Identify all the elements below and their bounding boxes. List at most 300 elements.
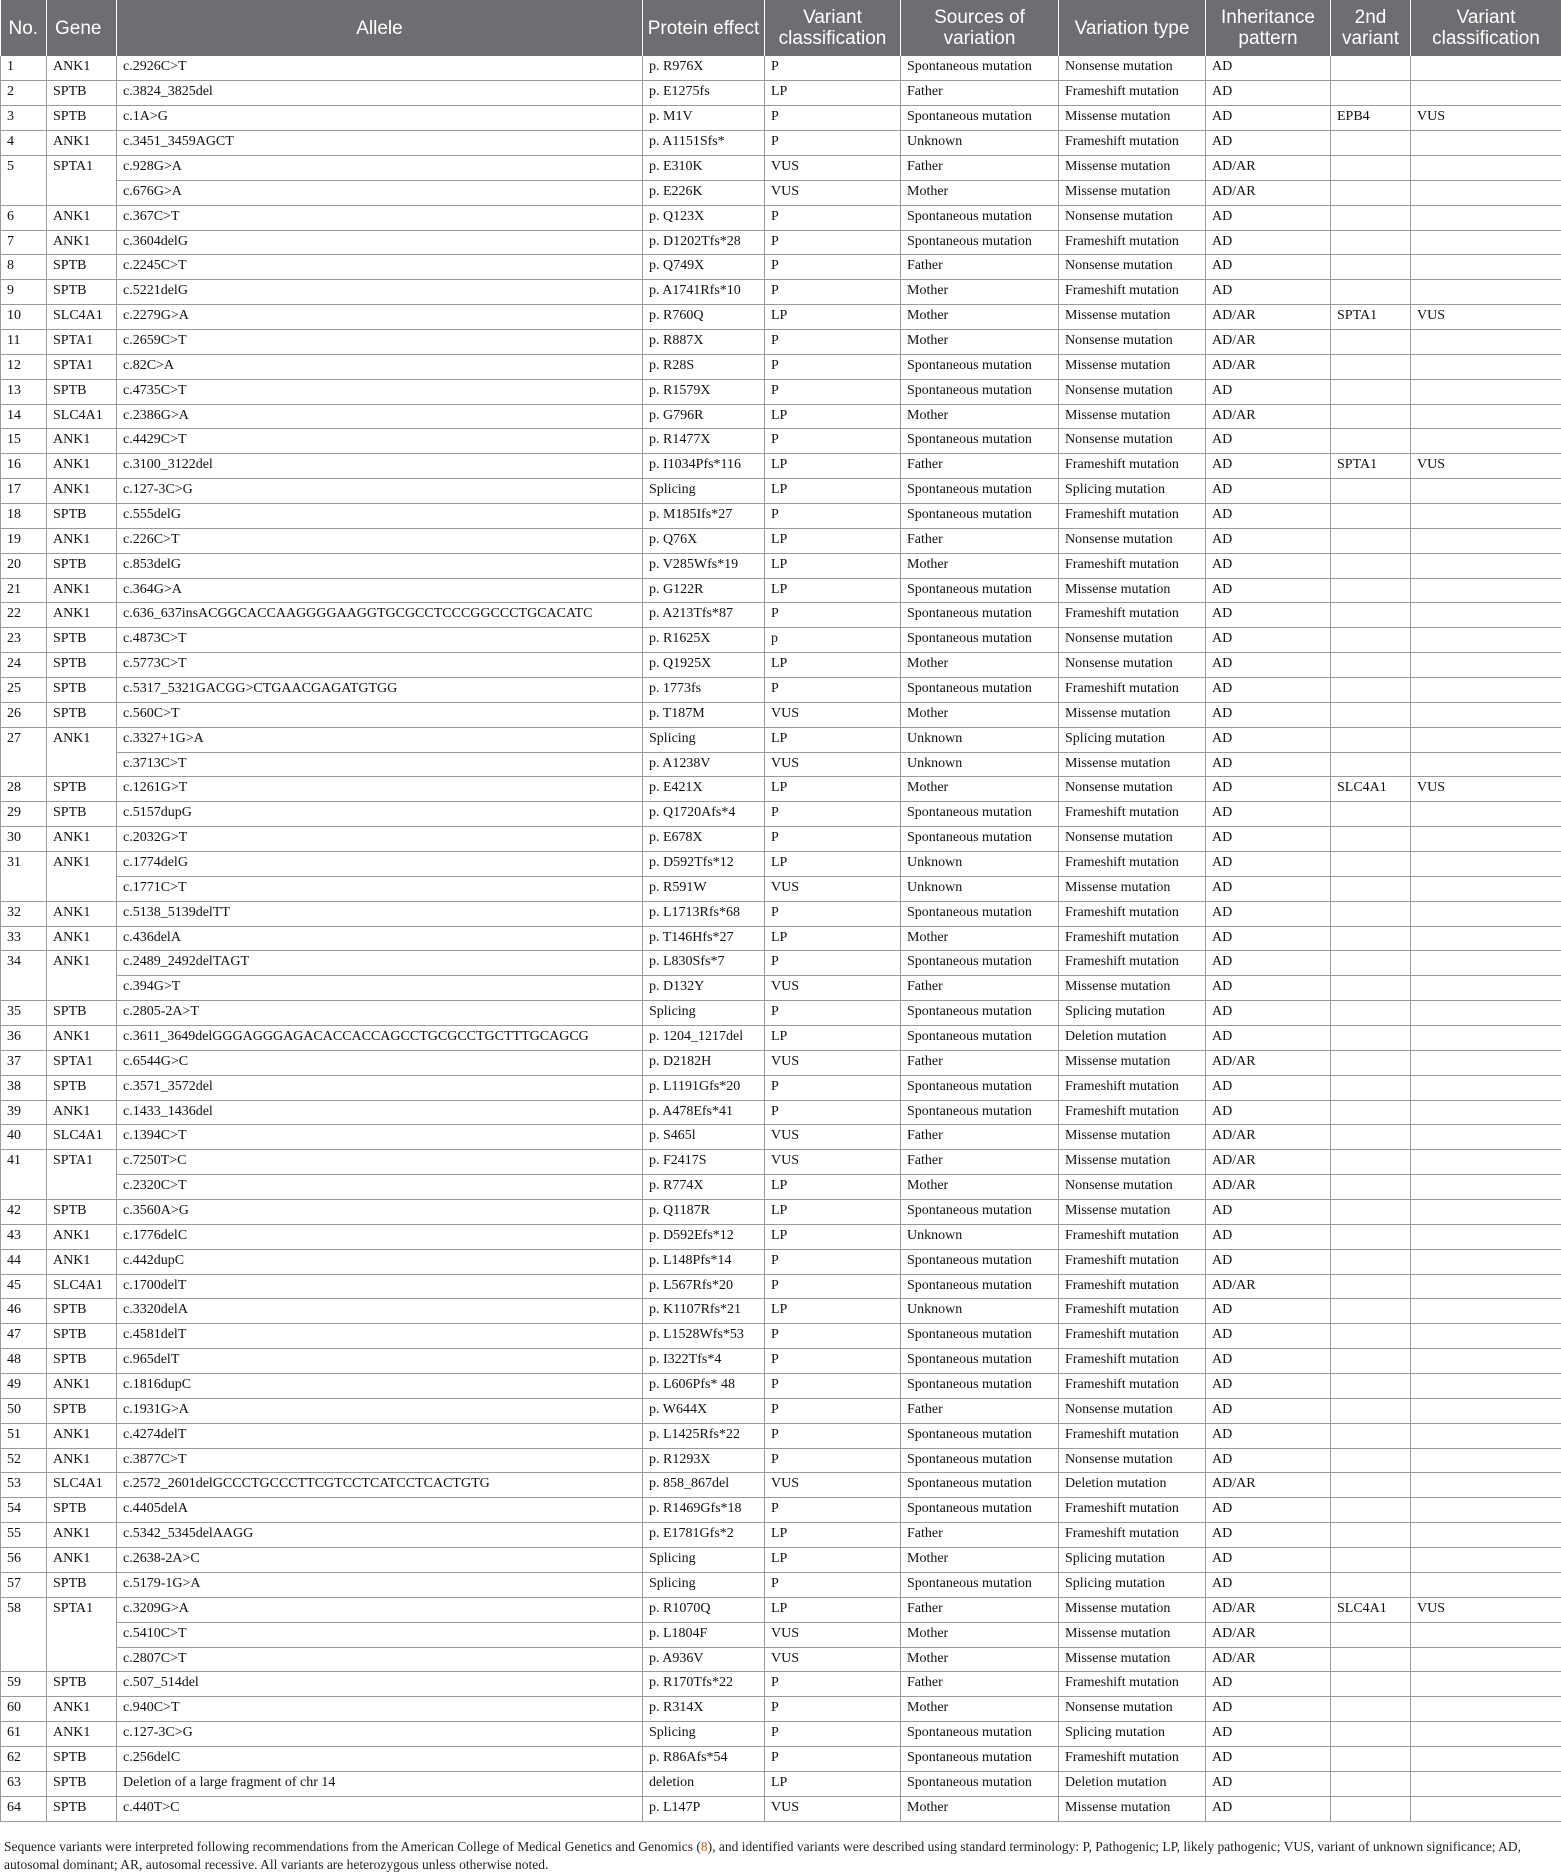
cell-gene: SPTB [47, 777, 117, 802]
cell-no [1, 180, 47, 205]
cell-protein-effect: p. Q76X [643, 528, 765, 553]
cell-source: Mother [901, 404, 1059, 429]
cell-allele: c.3560A>G [117, 1200, 643, 1225]
cell-variant-classification: LP [765, 852, 901, 877]
table-row [1, 1746, 1561, 1771]
cell-2nd-variant [1331, 1746, 1411, 1771]
cell-2nd-classification [1411, 1125, 1561, 1150]
cell-source: Spontaneous mutation [901, 1374, 1059, 1399]
cell-variant-classification: P [765, 1746, 901, 1771]
cell-source: Spontaneous mutation [901, 901, 1059, 926]
cell-2nd-classification [1411, 81, 1561, 106]
cell-gene [47, 1175, 117, 1200]
cell-gene: ANK1 [47, 901, 117, 926]
cell-variation-type: Missense mutation [1059, 155, 1206, 180]
cell-source: Unknown [901, 1299, 1059, 1324]
cell-gene: SPTA1 [47, 1050, 117, 1075]
cell-variation-type: Splicing mutation [1059, 1548, 1206, 1573]
cell-no [1, 752, 47, 777]
cell-gene: ANK1 [47, 56, 117, 81]
cell-inheritance: AD [1206, 205, 1331, 230]
cell-gene: ANK1 [47, 727, 117, 752]
cell-variation-type: Missense mutation [1059, 106, 1206, 131]
table-row [1, 1722, 1561, 1747]
cell-protein-effect: p. L148Pfs*14 [643, 1249, 765, 1274]
cell-allele: c.1816dupC [117, 1374, 643, 1399]
cell-protein-effect: p. G122R [643, 578, 765, 603]
cell-gene: ANK1 [47, 951, 117, 976]
cell-inheritance: AD [1206, 230, 1331, 255]
cell-gene: ANK1 [47, 1249, 117, 1274]
cell-gene: SPTB [47, 1324, 117, 1349]
cell-variation-type: Nonsense mutation [1059, 379, 1206, 404]
cell-variant-classification: VUS [765, 1647, 901, 1672]
cell-allele: c.4581delT [117, 1324, 643, 1349]
cell-inheritance: AD/AR [1206, 1175, 1331, 1200]
cell-no: 55 [1, 1523, 47, 1548]
cell-no: 6 [1, 205, 47, 230]
cell-inheritance: AD [1206, 653, 1331, 678]
cell-variation-type: Splicing mutation [1059, 1001, 1206, 1026]
cell-2nd-classification [1411, 1746, 1561, 1771]
cell-inheritance: AD [1206, 901, 1331, 926]
cell-gene: ANK1 [47, 1548, 117, 1573]
cell-2nd-classification [1411, 1448, 1561, 1473]
table-row [1, 727, 1561, 752]
cell-2nd-variant [1331, 1200, 1411, 1225]
cell-allele: c.436delA [117, 926, 643, 951]
cell-source: Father [901, 454, 1059, 479]
cell-2nd-classification [1411, 827, 1561, 852]
cell-protein-effect: p. R314X [643, 1697, 765, 1722]
cell-variation-type: Frameshift mutation [1059, 852, 1206, 877]
cell-2nd-variant [1331, 1448, 1411, 1473]
cell-inheritance: AD/AR [1206, 1597, 1331, 1622]
cell-allele: c.2032G>T [117, 827, 643, 852]
table-row [1, 1622, 1561, 1647]
cell-gene: ANK1 [47, 1423, 117, 1448]
cell-allele: c.1261G>T [117, 777, 643, 802]
cell-variation-type: Frameshift mutation [1059, 1299, 1206, 1324]
cell-2nd-variant [1331, 205, 1411, 230]
cell-2nd-classification [1411, 1523, 1561, 1548]
cell-variation-type: Frameshift mutation [1059, 1274, 1206, 1299]
cell-2nd-classification [1411, 1622, 1561, 1647]
cell-no: 53 [1, 1473, 47, 1498]
cell-inheritance: AD/AR [1206, 1647, 1331, 1672]
cell-allele: c.2659C>T [117, 329, 643, 354]
cell-variant-classification: P [765, 379, 901, 404]
cell-variant-classification: LP [765, 926, 901, 951]
cell-allele: c.507_514del [117, 1672, 643, 1697]
cell-gene: ANK1 [47, 1026, 117, 1051]
cell-protein-effect: p. S465l [643, 1125, 765, 1150]
cell-2nd-variant [1331, 354, 1411, 379]
cell-gene: SPTB [47, 1200, 117, 1225]
table-row [1, 553, 1561, 578]
cell-2nd-variant: SPTA1 [1331, 305, 1411, 330]
cell-protein-effect: p. E1781Gfs*2 [643, 1523, 765, 1548]
cell-no: 16 [1, 454, 47, 479]
table-row [1, 1100, 1561, 1125]
cell-variation-type: Frameshift mutation [1059, 1498, 1206, 1523]
cell-source: Mother [901, 180, 1059, 205]
cell-protein-effect: p. E678X [643, 827, 765, 852]
cell-variant-classification: LP [765, 404, 901, 429]
cell-2nd-classification [1411, 628, 1561, 653]
cell-source: Father [901, 155, 1059, 180]
cell-2nd-variant [1331, 1075, 1411, 1100]
table-row [1, 131, 1561, 156]
cell-allele: c.3611_3649delGGGAGGGAGACACCACCAGCCTGCGCCTGCTTTGCAGCG [117, 1026, 643, 1051]
cell-2nd-variant [1331, 1224, 1411, 1249]
cell-2nd-variant [1331, 155, 1411, 180]
cell-2nd-classification: VUS [1411, 454, 1561, 479]
cell-no: 54 [1, 1498, 47, 1523]
cell-source: Unknown [901, 727, 1059, 752]
cell-inheritance: AD [1206, 976, 1331, 1001]
cell-no: 40 [1, 1125, 47, 1150]
cell-gene: ANK1 [47, 852, 117, 877]
cell-variation-type: Frameshift mutation [1059, 603, 1206, 628]
cell-gene: SLC4A1 [47, 1274, 117, 1299]
table-row [1, 1249, 1561, 1274]
cell-gene: ANK1 [47, 205, 117, 230]
table-row [1, 454, 1561, 479]
table-row [1, 827, 1561, 852]
cell-variation-type: Missense mutation [1059, 305, 1206, 330]
cell-protein-effect: p. I1034Pfs*116 [643, 454, 765, 479]
header-variant-classification: Variant classification [765, 0, 901, 56]
cell-gene: SPTB [47, 702, 117, 727]
cell-gene: SPTB [47, 653, 117, 678]
cell-allele: c.4274delT [117, 1423, 643, 1448]
cell-allele: c.4735C>T [117, 379, 643, 404]
cell-source: Spontaneous mutation [901, 1075, 1059, 1100]
cell-2nd-variant [1331, 628, 1411, 653]
cell-2nd-variant [1331, 802, 1411, 827]
cell-protein-effect: p. A1151Sfs* [643, 131, 765, 156]
cell-source: Unknown [901, 752, 1059, 777]
cell-2nd-variant: SLC4A1 [1331, 1597, 1411, 1622]
table-row [1, 255, 1561, 280]
cell-variant-classification: P [765, 1722, 901, 1747]
cell-no: 37 [1, 1050, 47, 1075]
cell-allele: c.5342_5345delAAGG [117, 1523, 643, 1548]
cell-gene: SPTB [47, 503, 117, 528]
cell-allele: c.555delG [117, 503, 643, 528]
table-row [1, 852, 1561, 877]
cell-gene: SPTB [47, 802, 117, 827]
cell-protein-effect: p. V285Wfs*19 [643, 553, 765, 578]
cell-protein-effect: p. D132Y [643, 976, 765, 1001]
cell-2nd-classification [1411, 802, 1561, 827]
cell-no: 46 [1, 1299, 47, 1324]
cell-no: 26 [1, 702, 47, 727]
cell-inheritance: AD/AR [1206, 1150, 1331, 1175]
cell-2nd-variant [1331, 752, 1411, 777]
table-row [1, 56, 1561, 81]
cell-variation-type: Frameshift mutation [1059, 1423, 1206, 1448]
cell-2nd-variant [1331, 1423, 1411, 1448]
cell-2nd-classification [1411, 131, 1561, 156]
cell-inheritance: AD [1206, 1796, 1331, 1821]
cell-no: 11 [1, 329, 47, 354]
cell-protein-effect: p. E226K [643, 180, 765, 205]
cell-variation-type: Frameshift mutation [1059, 1249, 1206, 1274]
cell-variant-classification: VUS [765, 1622, 901, 1647]
cell-source: Mother [901, 553, 1059, 578]
cell-2nd-classification [1411, 653, 1561, 678]
table-row [1, 1224, 1561, 1249]
cell-gene [47, 180, 117, 205]
cell-gene: SPTB [47, 81, 117, 106]
cell-source: Spontaneous mutation [901, 1026, 1059, 1051]
cell-protein-effect: p. 858_867del [643, 1473, 765, 1498]
cell-2nd-variant [1331, 1100, 1411, 1125]
cell-allele: c.1700delT [117, 1274, 643, 1299]
cell-protein-effect: p. R86Afs*54 [643, 1746, 765, 1771]
cell-variation-type: Frameshift mutation [1059, 1100, 1206, 1125]
cell-protein-effect: p. Q1720Afs*4 [643, 802, 765, 827]
cell-variation-type: Nonsense mutation [1059, 205, 1206, 230]
cell-variant-classification: P [765, 131, 901, 156]
cell-variant-classification: VUS [765, 752, 901, 777]
cell-source: Mother [901, 777, 1059, 802]
cell-variation-type: Missense mutation [1059, 1200, 1206, 1225]
cell-allele: c.3451_3459AGCT [117, 131, 643, 156]
cell-2nd-variant: SLC4A1 [1331, 777, 1411, 802]
table-row [1, 429, 1561, 454]
cell-gene: SPTB [47, 1498, 117, 1523]
cell-2nd-variant [1331, 255, 1411, 280]
cell-allele: c.1433_1436del [117, 1100, 643, 1125]
cell-allele: c.2489_2492delTAGT [117, 951, 643, 976]
cell-2nd-classification [1411, 1075, 1561, 1100]
table-row [1, 1026, 1561, 1051]
cell-variation-type: Missense mutation [1059, 1622, 1206, 1647]
table-row [1, 280, 1561, 305]
cell-variation-type: Deletion mutation [1059, 1026, 1206, 1051]
cell-inheritance: AD/AR [1206, 1274, 1331, 1299]
table-row [1, 1448, 1561, 1473]
cell-protein-effect: Splicing [643, 727, 765, 752]
cell-variation-type: Missense mutation [1059, 354, 1206, 379]
cell-allele: c.928G>A [117, 155, 643, 180]
cell-gene: SPTB [47, 1299, 117, 1324]
cell-no: 61 [1, 1722, 47, 1747]
cell-2nd-classification [1411, 1324, 1561, 1349]
cell-no: 30 [1, 827, 47, 852]
cell-source: Spontaneous mutation [901, 603, 1059, 628]
table-row [1, 329, 1561, 354]
cell-gene: ANK1 [47, 1448, 117, 1473]
cell-no: 58 [1, 1597, 47, 1622]
table-row [1, 528, 1561, 553]
table-row [1, 578, 1561, 603]
cell-variant-classification: P [765, 329, 901, 354]
footnote-reference-link[interactable]: 8 [700, 1839, 708, 1854]
cell-2nd-classification [1411, 852, 1561, 877]
table-row [1, 155, 1561, 180]
cell-variant-classification: P [765, 1498, 901, 1523]
cell-no: 39 [1, 1100, 47, 1125]
cell-variant-classification: VUS [765, 155, 901, 180]
cell-allele: c.4405delA [117, 1498, 643, 1523]
cell-2nd-classification [1411, 155, 1561, 180]
cell-inheritance: AD [1206, 1324, 1331, 1349]
cell-protein-effect: p. R28S [643, 354, 765, 379]
cell-2nd-classification [1411, 379, 1561, 404]
cell-allele: c.1776delC [117, 1224, 643, 1249]
cell-no: 49 [1, 1374, 47, 1399]
cell-allele: c.1774delG [117, 852, 643, 877]
cell-2nd-classification: VUS [1411, 777, 1561, 802]
cell-variant-classification: P [765, 354, 901, 379]
cell-gene: SPTA1 [47, 155, 117, 180]
cell-variation-type: Missense mutation [1059, 1647, 1206, 1672]
cell-variant-classification: P [765, 901, 901, 926]
cell-allele: c.2572_2601delGCCCTGCCCTTCGTCCTCATCCTCACTGTG [117, 1473, 643, 1498]
cell-variant-classification: LP [765, 1299, 901, 1324]
cell-source: Father [901, 1398, 1059, 1423]
cell-2nd-variant [1331, 131, 1411, 156]
table-row [1, 379, 1561, 404]
cell-variant-classification: P [765, 827, 901, 852]
cell-variant-classification: P [765, 1249, 901, 1274]
cell-variation-type: Frameshift mutation [1059, 1349, 1206, 1374]
cell-2nd-variant [1331, 1125, 1411, 1150]
cell-gene: ANK1 [47, 1722, 117, 1747]
table-row [1, 1597, 1561, 1622]
cell-inheritance: AD [1206, 1448, 1331, 1473]
cell-2nd-classification [1411, 1200, 1561, 1225]
cell-source: Mother [901, 702, 1059, 727]
cell-no: 45 [1, 1274, 47, 1299]
cell-gene: SLC4A1 [47, 404, 117, 429]
cell-no: 64 [1, 1796, 47, 1821]
cell-2nd-classification [1411, 1349, 1561, 1374]
cell-no [1, 1647, 47, 1672]
cell-variant-classification: VUS [765, 702, 901, 727]
cell-protein-effect: p. L1804F [643, 1622, 765, 1647]
table-row [1, 677, 1561, 702]
cell-2nd-variant [1331, 1299, 1411, 1324]
table-row [1, 1299, 1561, 1324]
cell-variation-type: Frameshift mutation [1059, 1324, 1206, 1349]
cell-variation-type: Frameshift mutation [1059, 1224, 1206, 1249]
cell-2nd-classification [1411, 1050, 1561, 1075]
cell-source: Spontaneous mutation [901, 802, 1059, 827]
cell-2nd-variant [1331, 1697, 1411, 1722]
cell-variant-classification: LP [765, 81, 901, 106]
cell-source: Mother [901, 653, 1059, 678]
cell-no: 18 [1, 503, 47, 528]
cell-inheritance: AD/AR [1206, 354, 1331, 379]
cell-gene: ANK1 [47, 230, 117, 255]
cell-inheritance: AD [1206, 429, 1331, 454]
cell-inheritance: AD [1206, 81, 1331, 106]
cell-allele: c.5157dupG [117, 802, 643, 827]
cell-variation-type: Frameshift mutation [1059, 81, 1206, 106]
cell-source: Unknown [901, 876, 1059, 901]
cell-gene: SLC4A1 [47, 305, 117, 330]
cell-allele: c.367C>T [117, 205, 643, 230]
cell-inheritance: AD [1206, 1249, 1331, 1274]
cell-protein-effect: p. M185Ifs*27 [643, 503, 765, 528]
cell-protein-effect: p. L1425Rfs*22 [643, 1423, 765, 1448]
cell-variant-classification: P [765, 1374, 901, 1399]
cell-variation-type: Missense mutation [1059, 1050, 1206, 1075]
cell-inheritance: AD [1206, 1299, 1331, 1324]
cell-no: 20 [1, 553, 47, 578]
cell-variation-type: Missense mutation [1059, 1597, 1206, 1622]
cell-inheritance: AD [1206, 1374, 1331, 1399]
cell-allele: c.560C>T [117, 702, 643, 727]
cell-2nd-classification [1411, 876, 1561, 901]
cell-gene: SPTB [47, 553, 117, 578]
cell-protein-effect: Splicing [643, 1548, 765, 1573]
cell-no: 50 [1, 1398, 47, 1423]
cell-source: Spontaneous mutation [901, 578, 1059, 603]
cell-no: 14 [1, 404, 47, 429]
cell-variant-classification: P [765, 802, 901, 827]
cell-source: Father [901, 1050, 1059, 1075]
cell-variation-type: Frameshift mutation [1059, 280, 1206, 305]
cell-allele: c.2926C>T [117, 56, 643, 81]
cell-variant-classification: LP [765, 578, 901, 603]
cell-variation-type: Splicing mutation [1059, 1572, 1206, 1597]
cell-gene: SPTB [47, 379, 117, 404]
cell-variant-classification: LP [765, 777, 901, 802]
table-row [1, 1200, 1561, 1225]
cell-variation-type: Nonsense mutation [1059, 1448, 1206, 1473]
cell-2nd-classification [1411, 280, 1561, 305]
cell-inheritance: AD [1206, 777, 1331, 802]
cell-no: 62 [1, 1746, 47, 1771]
cell-allele: c.2386G>A [117, 404, 643, 429]
cell-inheritance: AD/AR [1206, 180, 1331, 205]
cell-2nd-variant [1331, 81, 1411, 106]
cell-no: 31 [1, 852, 47, 877]
cell-source: Spontaneous mutation [901, 1746, 1059, 1771]
cell-2nd-classification [1411, 578, 1561, 603]
cell-inheritance: AD [1206, 1722, 1331, 1747]
table-row [1, 1349, 1561, 1374]
cell-inheritance: AD/AR [1206, 404, 1331, 429]
cell-2nd-classification [1411, 56, 1561, 81]
cell-protein-effect: p. Q1925X [643, 653, 765, 678]
cell-inheritance: AD [1206, 1349, 1331, 1374]
cell-2nd-variant [1331, 1001, 1411, 1026]
cell-allele: c.1A>G [117, 106, 643, 131]
cell-2nd-variant [1331, 976, 1411, 1001]
table-body [1, 56, 1561, 1821]
cell-source: Spontaneous mutation [901, 1249, 1059, 1274]
cell-no: 56 [1, 1548, 47, 1573]
cell-allele: c.127-3C>G [117, 479, 643, 504]
cell-no: 24 [1, 653, 47, 678]
cell-source: Mother [901, 926, 1059, 951]
cell-2nd-variant [1331, 329, 1411, 354]
cell-inheritance: AD [1206, 702, 1331, 727]
cell-allele: c.127-3C>G [117, 1722, 643, 1747]
table-row [1, 1001, 1561, 1026]
cell-inheritance: AD [1206, 1746, 1331, 1771]
cell-variation-type: Missense mutation [1059, 578, 1206, 603]
cell-2nd-variant [1331, 1374, 1411, 1399]
table-row [1, 1125, 1561, 1150]
